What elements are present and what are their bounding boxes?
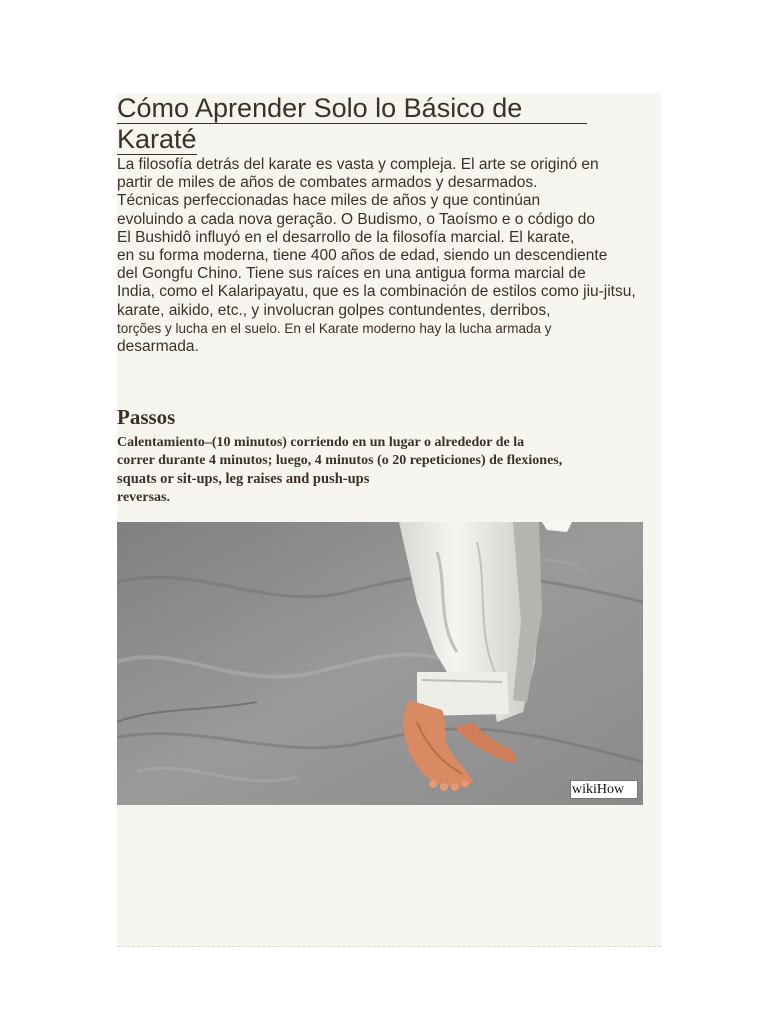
intro-paragraph: [117, 156, 661, 356]
intro-line: karate, aikido, etc., y involucran golpes contundentes, derribos,: [117, 301, 551, 319]
step-1-image: [117, 522, 643, 805]
intro-line: Técnicas perfeccionadas hace miles de años y que continúan: [117, 192, 541, 210]
intro-line: partir de miles de años de combates armados y desarmados.: [117, 174, 538, 192]
step-line: squats or sit-ups, leg raises and push-ups: [117, 471, 370, 488]
karate-feet-illustration: [117, 522, 643, 805]
intro-line: La filosofía detrás del karate es vasta y compleja. El arte se originó en: [117, 156, 599, 173]
steps-heading: Passos: [117, 405, 176, 429]
intro-line: evoluindo a cada nova geração. O Budismo, o Taoísmo e o código do: [117, 210, 595, 228]
wikihow-watermark: wikiHow: [570, 780, 638, 799]
step-line: correr durante 4 minutos; luego, 4 minutos (o 20 repeticiones) de flexiones,: [117, 453, 563, 469]
intro-line: del Gongfu Chino. Tiene sus raíces en una antigua forma marcial de: [117, 265, 586, 283]
step-line: reversas.: [117, 489, 170, 505]
article-title-line-1[interactable]: Cómo Aprender Solo lo Básico de: [117, 94, 587, 124]
intro-line: desarmada.: [117, 337, 199, 355]
step-1-text: [117, 434, 657, 507]
intro-line: en su forma moderna, tiene 400 años de edad, siendo un descendiente: [117, 247, 608, 265]
intro-line: El Bushidô influyó en el desarrollo de la filosofía marcial. El karate,: [117, 228, 575, 246]
step-line: Calentamiento–(10 minutos) corriendo en un lugar o alrededor de la: [117, 435, 525, 450]
intro-line: India, como el Kalaripayatu, que es la combinación de estilos como jiu-jitsu,: [117, 283, 636, 301]
document-page: [117, 93, 661, 947]
intro-line: torções y lucha en el suelo. En el Karate moderno hay la lucha armada y: [117, 320, 552, 336]
article-title-line-2[interactable]: Karaté: [117, 124, 197, 154]
article-title[interactable]: [117, 93, 597, 155]
